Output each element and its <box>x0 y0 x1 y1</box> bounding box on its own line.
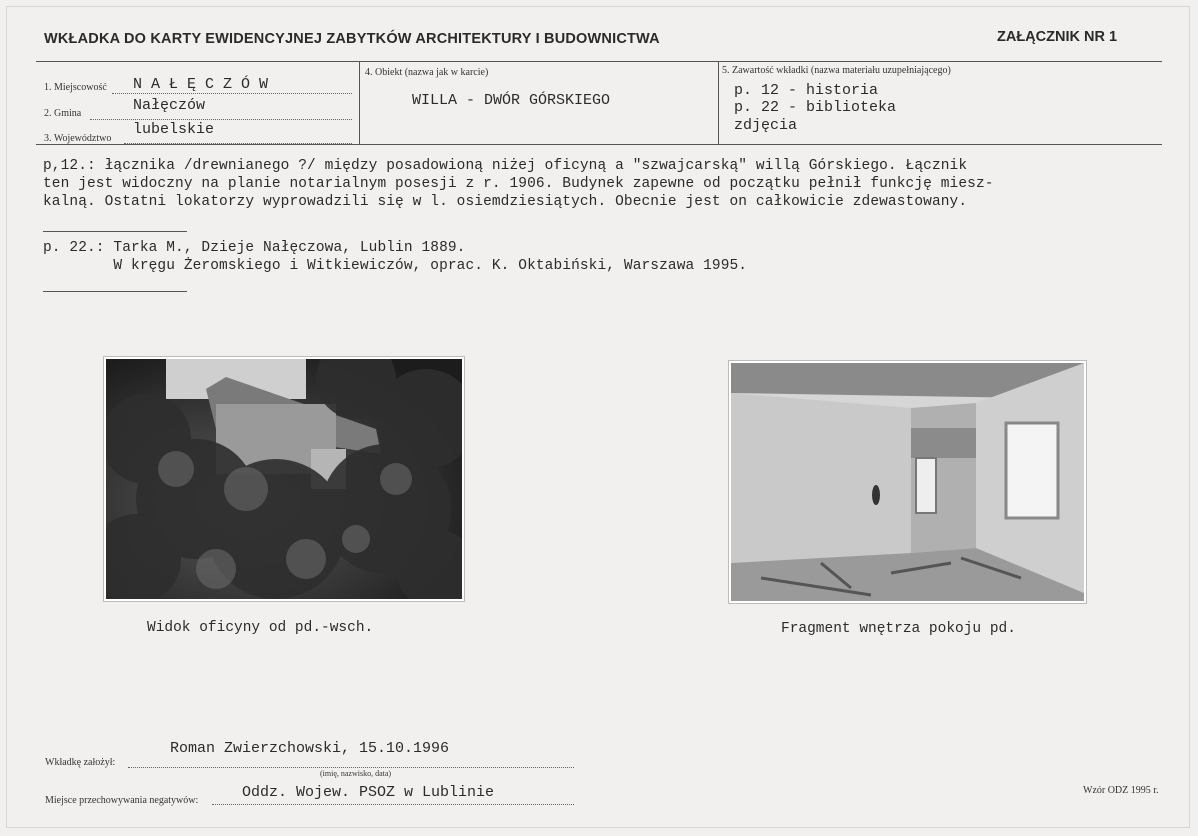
grid-divider-2 <box>718 61 719 145</box>
author-hint: (imię, nazwisko, data) <box>320 769 392 778</box>
form-code: Wzór ODZ 1995 r. <box>1083 785 1159 796</box>
voivodeship-line <box>124 143 352 144</box>
contents-item-1: p. 12 - historia <box>734 82 879 99</box>
exterior-photo-image <box>106 359 462 599</box>
section-rule-2 <box>43 291 187 292</box>
p22-line-1: p. 22.: Tarka M., Dzieje Nałęczowa, Lublin 1889. <box>43 240 466 256</box>
storage-line <box>212 804 574 805</box>
locality-value: N A Ł Ę C Z Ó W <box>133 76 269 93</box>
author-line <box>128 767 574 768</box>
form-title: WKŁADKA DO KARTY EWIDENCYJNEJ ZABYTKÓW ARCHITEKTURY I BUDOWNICTWA <box>44 31 660 47</box>
section-rule-1 <box>43 231 187 232</box>
contents-item-3: zdjęcia <box>734 117 798 134</box>
p22-line-2: W kręgu Żeromskiego i Witkiewiczów, oprac. K. Oktabiński, Warszawa 1995. <box>43 258 748 274</box>
object-value: WILLA - DWÓR GÓRSKIEGO <box>412 92 611 109</box>
grid-divider-1 <box>359 61 360 145</box>
commune-label: 2. Gmina <box>44 108 82 119</box>
contents-label: 5. Zawartość wkładki (nazwa materiału uzupełniającego) <box>722 65 951 76</box>
storage-label: Miejsce przechowywania negatywów: <box>45 795 199 806</box>
interior-photo-image <box>731 363 1084 601</box>
annex-number: ZAŁĄCZNIK NR 1 <box>997 29 1118 45</box>
author-value: Roman Zwierzchowski, 15.10.1996 <box>170 740 450 757</box>
interior-photo-caption: Fragment wnętrza pokoju pd. <box>781 621 1016 637</box>
locality-label: 1. Miejscowość <box>44 82 107 93</box>
locality-line <box>112 93 352 94</box>
storage-value: Oddz. Wojew. PSOZ w Lublinie <box>242 784 495 801</box>
photo-exterior-view <box>104 357 464 601</box>
exterior-photo-caption: Widok oficyny od pd.-wsch. <box>147 620 374 636</box>
object-label: 4. Obiekt (nazwa jak w karcie) <box>365 67 489 78</box>
author-label: Wkładkę założył: <box>45 757 116 768</box>
commune-line <box>90 119 352 120</box>
commune-value: Nałęczów <box>133 97 206 114</box>
contents-item-2: p. 22 - biblioteka <box>734 99 897 116</box>
p12-line-3: kalną. Ostatni lokatorzy wyprowadzili się w l. osiemdziesiątych. Obecnie jest on całkowicie zdewastowany. <box>43 194 968 210</box>
p12-line-1: p,12.: łącznika /drewnianego ?/ między posadowioną niżej oficyną a "szwajcarską" willą Górskiego. Łącznik <box>43 158 968 174</box>
voivodeship-label: 3. Województwo <box>44 133 112 144</box>
p12-line-2: ten jest widoczny na planie notarialnym posesji z r. 1906. Budynek zapewne od początku pełnił funkcję miesz- <box>43 176 994 192</box>
voivodeship-value: lubelskie <box>133 121 215 138</box>
photo-interior-view <box>729 361 1086 603</box>
